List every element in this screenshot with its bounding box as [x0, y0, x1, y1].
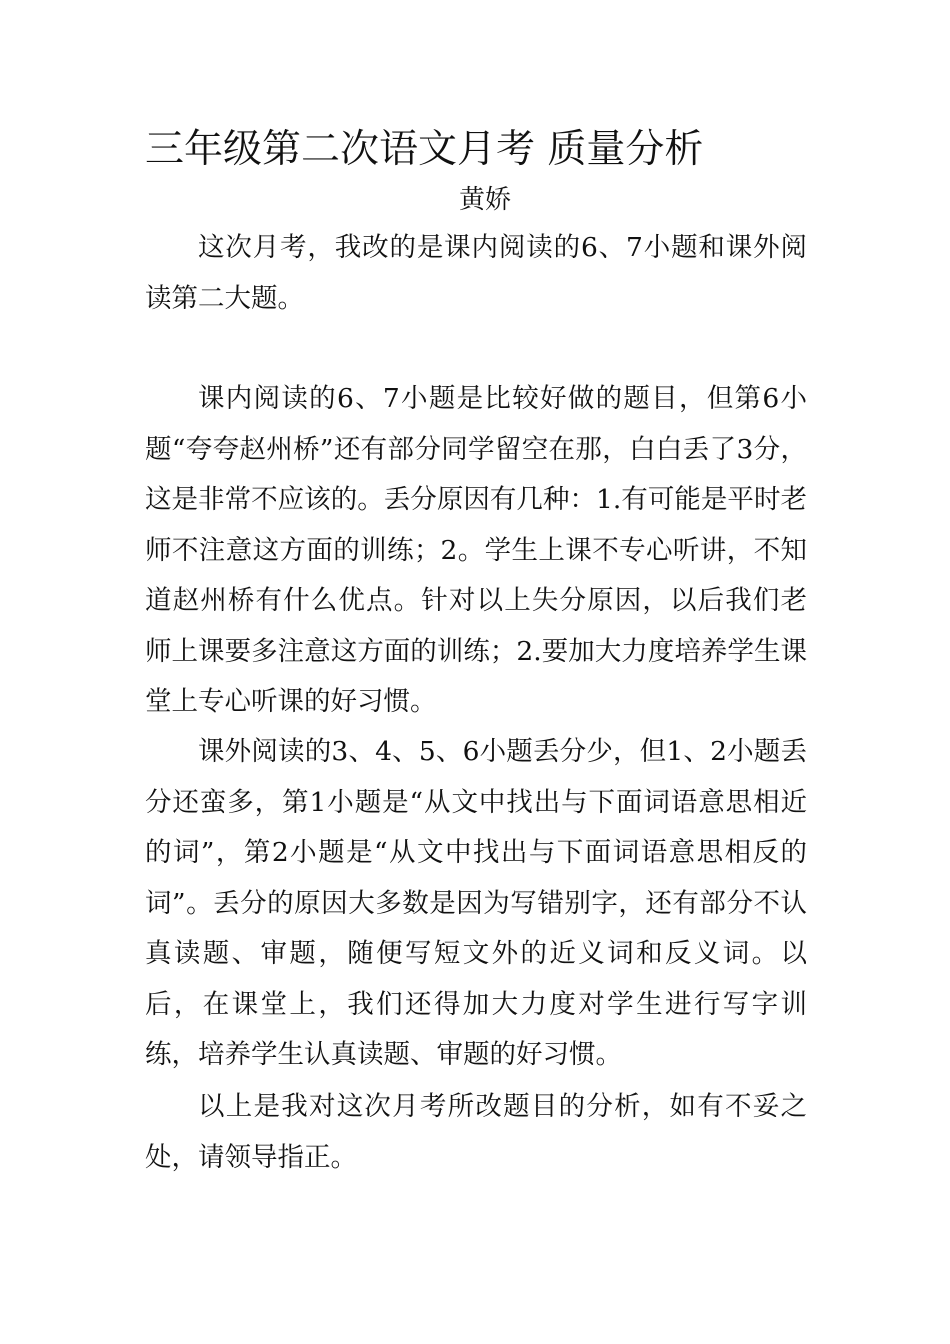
paragraph-in-class-reading: 课内阅读的6、7小题是比较好做的题目，但第6小题“夸夸赵州桥”还有部分同学留空在那，白白丢了3分，这是非常不应该的。丢分原因有几种：1.有可能是平时老师不注意这方面的训练；2。学生上课不专心听讲，不知道赵州桥有什么优点。针对以上失分原因，以后我们老师上课要多注意这方面的训练；2.要加大力度培养学生课堂上专心听课的好习惯。: [145, 383, 807, 717]
paragraph-intro: 这次月考，我改的是课内阅读的6、7小题和课外阅读第二大题。: [145, 232, 807, 314]
document-title: 三年级第二次语文月考 质量分析: [145, 127, 704, 172]
author-name: 黄娇: [458, 185, 511, 215]
paragraph-conclusion: 以上是我对这次月考所改题目的分析，如有不妥之处，请领导指正。: [145, 1091, 807, 1173]
paragraph-extracurricular-reading: 课外阅读的3、4、5、6小题丢分少，但1、2小题丢分还蛮多，第1小题是“从文中找出与下面词语意思相近的词”，第2小题是“从文中找出与下面词语意思相反的词”。丢分的原因大多数是因为写错别字，还有部分不认真读题、审题，随便写短文外的近义词和反义词。以后，在课堂上，我们还得加大力度对学生进行写字训练，培养学生认真读题、审题的好习惯。: [145, 736, 807, 1070]
